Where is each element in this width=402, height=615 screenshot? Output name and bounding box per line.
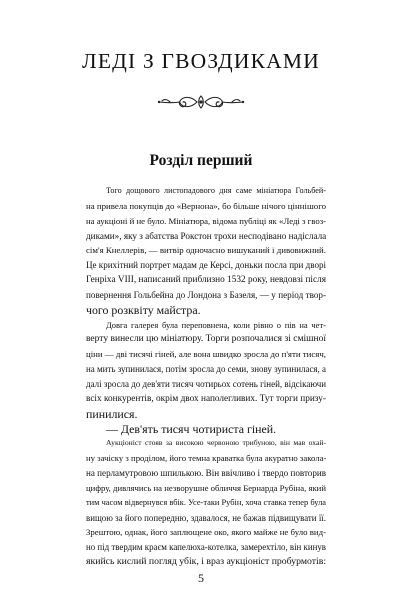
text-line: цифру, дивлячись на незворушне обличчя Бернарда Рубіна, який xyxy=(86,482,326,493)
text-line: Того дощового листопадового дня саме мініатюра Гольбей- xyxy=(106,186,326,195)
text-line: на привела покупців до «Вернона», бо більше нічого ціннішого xyxy=(86,200,326,211)
decorative-flourish-icon xyxy=(156,90,246,114)
text-line: всіх конкурентів, окрім двох наполегливих. Тут торги призу- xyxy=(86,393,326,404)
text-line: Це крихітний портрет мадам де Керсі, доньки посла при дворі xyxy=(86,260,326,271)
text-line: повернення Гольбейна до Лондона з Базеля, — у період твор- xyxy=(86,289,326,300)
text-line: но під твердим краєм капелюха-котелка, замерехтіло, він кинув xyxy=(86,542,326,553)
text-line: якийсь кислий погляд убік, і враз аукціоніст пробурмотів: xyxy=(86,556,326,568)
paragraph xyxy=(86,436,326,570)
book-title: ЛЕДІ З ГВОЗДИКАМИ xyxy=(82,49,320,73)
text-line: вищою за його попередню, здавалося, не бажав підвищувати її. xyxy=(86,512,326,523)
text-line: Довга галерея була переповнена, коли рівно о пів на чет- xyxy=(106,319,326,330)
chapter-title: Розділ перший xyxy=(149,152,253,169)
text-line: чого розквіту майстра. xyxy=(86,302,201,317)
text-line: — Дев'ять тисяч чотириста гіней. xyxy=(106,421,277,436)
text-line: ціни — дві тисячі гіней, але вона швидко зросла до п'яти тисяч, xyxy=(86,349,326,360)
text-line: на мить зупинилася, потім зросла до семи, знову зупинилася, а xyxy=(86,364,326,375)
text-line: Аукціоніст стояв за високою червоною трибуною, він мав охай- xyxy=(106,438,326,448)
chapter-body xyxy=(86,184,326,570)
text-line: ну зачіску з проділом, його темна краватка була акуратно закола- xyxy=(86,453,326,464)
paragraph xyxy=(86,184,326,318)
text-line: Зрештою, однак, його заплющене око, якого майже не було вид- xyxy=(86,527,326,538)
text-line: сім'я Кнеллерів, — витвір одночасно вишуканий і дивовижний. xyxy=(86,245,326,256)
text-line: Генріха VIII, написаний приблизно 1532 року, невдовзі після xyxy=(86,275,326,286)
text-line: далі зросла до дев'яти тисяч чотирьох сотень гіней, відсікаючи xyxy=(86,378,326,389)
text-line: пинилися. xyxy=(86,406,138,421)
paragraph xyxy=(86,318,326,422)
text-line: на аукціоні й не було. Мініатюра, відома публіці як «Леді з гвоз- xyxy=(86,215,326,226)
text-line: тим часом відвернувся вбік. Усе-таки Рубін, хоча ставка тепер була xyxy=(86,497,326,507)
text-line: на перламутровою шпилькою. Він ввічливо і твердо повторив xyxy=(86,468,326,479)
page-number: 5 xyxy=(198,571,204,585)
paragraph xyxy=(86,422,326,437)
text-line: диками», яку з абатства Рокстон трохи несподівано надіслала xyxy=(86,230,326,241)
text-line: верту винесли цю мініатюру. Торги розпочалися зі смішної xyxy=(86,334,326,345)
